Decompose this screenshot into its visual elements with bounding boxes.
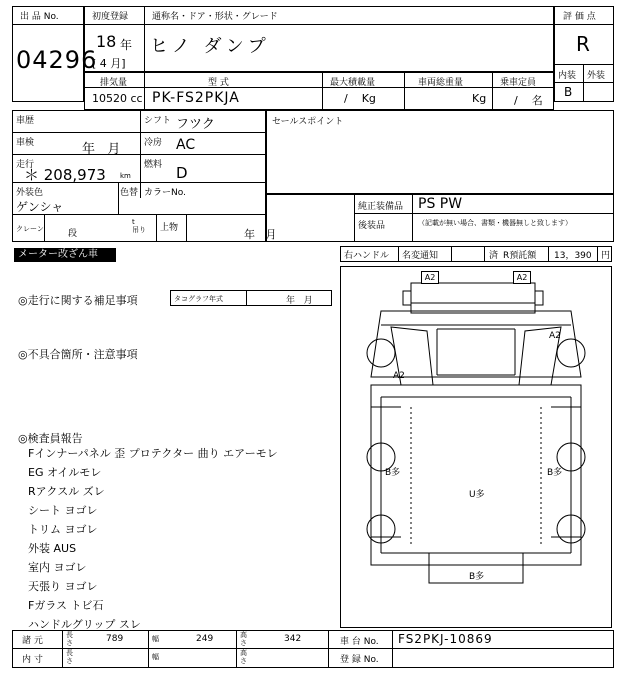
equipment-value: PS PW xyxy=(418,196,463,212)
interior-grade-value: B xyxy=(564,85,573,99)
chassis-label: 車 台 No. xyxy=(340,637,379,647)
equipment-label: 純正装備品 xyxy=(358,202,404,212)
reg-year: 18 xyxy=(96,32,117,51)
recycle-status: 済 xyxy=(489,251,499,261)
capacity-value: / 名 xyxy=(514,94,543,107)
report-line: EG オイルモレ xyxy=(28,466,102,479)
fuel-value: D xyxy=(176,164,188,182)
chassis-value: FS2PKJ-10869 xyxy=(398,632,493,646)
reg-label: 初度登録 xyxy=(92,12,129,22)
disp-label: 排気量 xyxy=(100,78,128,88)
report-line: ハンドルグリップ スレ xyxy=(28,618,141,631)
gross-value: Kg xyxy=(472,92,487,105)
aftermarket-label: 後装品 xyxy=(358,221,386,231)
max-load-label: 最大積載量 xyxy=(330,78,376,88)
damage-mark: B多 xyxy=(385,468,401,478)
tacho-label: タコグラフ年式 xyxy=(174,295,223,303)
damage-mark: B多 xyxy=(469,572,485,582)
interior-height-label: 高さ xyxy=(240,649,247,665)
history-label: 車歴 xyxy=(16,116,35,126)
deposit-label: R預託額 xyxy=(503,251,537,261)
length-label: 長さ xyxy=(66,631,73,647)
upper-value: 年 月 xyxy=(244,228,277,241)
interior-dims-label: 内 寸 xyxy=(22,655,43,665)
name-change-box xyxy=(451,246,485,262)
yen-unit: 円 xyxy=(601,251,611,261)
inspector-report-list xyxy=(28,444,278,634)
report-line: 外装 AUS xyxy=(28,542,77,555)
mileage-value: ＊ 208,973 xyxy=(24,166,106,184)
aftermarket-note: （記載が無い場合、書類・機器無しと致します） xyxy=(418,219,572,227)
handle-value: 右ハンドル xyxy=(344,251,390,261)
sales-point-label: セールスポイント xyxy=(272,117,344,127)
height-label: 高さ xyxy=(240,631,247,647)
displacement: 10520 cc xyxy=(92,92,143,105)
crane-lift: t 吊り xyxy=(132,218,146,234)
interior-grade-label: 内装 xyxy=(558,71,577,81)
color-value: ゲンシャ xyxy=(16,200,64,214)
model-code: PK-FS2PKJA xyxy=(152,90,240,106)
color-change-label: 色替 xyxy=(120,188,139,198)
width-label: 幅 xyxy=(152,635,159,643)
damage-mark: A2 xyxy=(513,271,531,284)
damage-mark: A2 xyxy=(421,271,439,284)
width-value: 249 xyxy=(196,634,214,644)
inspector-report-label: ◎検査員報告 xyxy=(18,432,83,445)
length-value: 789 xyxy=(106,634,124,644)
color-label: 外装色 xyxy=(16,188,44,198)
meter-tampered-badge: メーター改ざん車 xyxy=(14,248,116,262)
capacity-label: 乗車定員 xyxy=(500,78,537,88)
fuel-label: 燃料 xyxy=(144,160,163,170)
report-line: トリム ヨゴレ xyxy=(28,523,98,536)
gross-label: 車両総重量 xyxy=(418,78,464,88)
inspection-value: 年 月 xyxy=(82,142,121,157)
report-line: 天張り ヨゴレ xyxy=(28,580,98,593)
mileage-unit: km xyxy=(120,172,131,180)
crane-label: クレーン xyxy=(16,225,44,233)
name-label: 通称名・ドア・形状・グレード xyxy=(152,12,278,22)
registration-label: 登 録 No. xyxy=(340,655,379,665)
aircon-value: AC xyxy=(176,137,196,153)
damage-mark: U多 xyxy=(469,490,485,500)
name-change-label: 名変通知 xyxy=(402,251,439,261)
reg-year-unit: 年 xyxy=(120,38,133,52)
damage-mark: A2 xyxy=(549,331,561,341)
crane-stage: 段 xyxy=(68,229,78,239)
travel-notes-label: ◎走行に関する補足事項 xyxy=(18,294,138,307)
upper-label: 上物 xyxy=(160,223,179,233)
report-line: Fガラス トビ石 xyxy=(28,599,104,612)
footer-table xyxy=(12,630,614,668)
interior-length-label: 長さ xyxy=(66,649,73,665)
grade-label: 評 価 点 xyxy=(563,12,596,22)
report-line: Fインナーパネル 歪 プロテクター 曲り エアーモレ xyxy=(28,447,278,460)
mileage-label: 走行 xyxy=(16,160,35,170)
grade-value: R xyxy=(576,32,590,56)
shift-value: フツク xyxy=(176,117,215,132)
dims-label: 諸 元 xyxy=(22,636,43,646)
aircon-label: 冷房 xyxy=(144,138,163,148)
shift-label: シフト xyxy=(144,116,172,126)
damage-mark: A2 xyxy=(393,371,405,381)
report-line: Rアクスル ズレ xyxy=(28,485,105,498)
lot-label: 出 品 No. xyxy=(20,12,59,22)
car-name: ヒノ ダンプ xyxy=(150,36,270,57)
exterior-grade-label: 外装 xyxy=(587,71,606,81)
damage-mark: B多 xyxy=(547,468,563,478)
damage-diagram-box xyxy=(340,266,612,628)
model-label: 型 式 xyxy=(208,78,229,88)
max-load-value: / Kg xyxy=(344,92,376,105)
reg-month: [ 4 月] xyxy=(92,57,126,70)
defect-notes-label: ◎不具合箇所・注意事項 xyxy=(18,348,138,361)
deposit-value: 13，390 xyxy=(554,251,592,261)
report-line: シート ヨゴレ xyxy=(28,504,98,517)
height-value: 342 xyxy=(284,634,302,644)
color-number-label: カラーNo. xyxy=(144,188,186,198)
interior-width-label: 幅 xyxy=(152,653,159,661)
report-line: 室内 ヨゴレ xyxy=(28,561,87,574)
lot-number: 04296 xyxy=(16,46,98,74)
tacho-value: 年 月 xyxy=(286,296,313,306)
inspection-label: 車検 xyxy=(16,138,35,148)
